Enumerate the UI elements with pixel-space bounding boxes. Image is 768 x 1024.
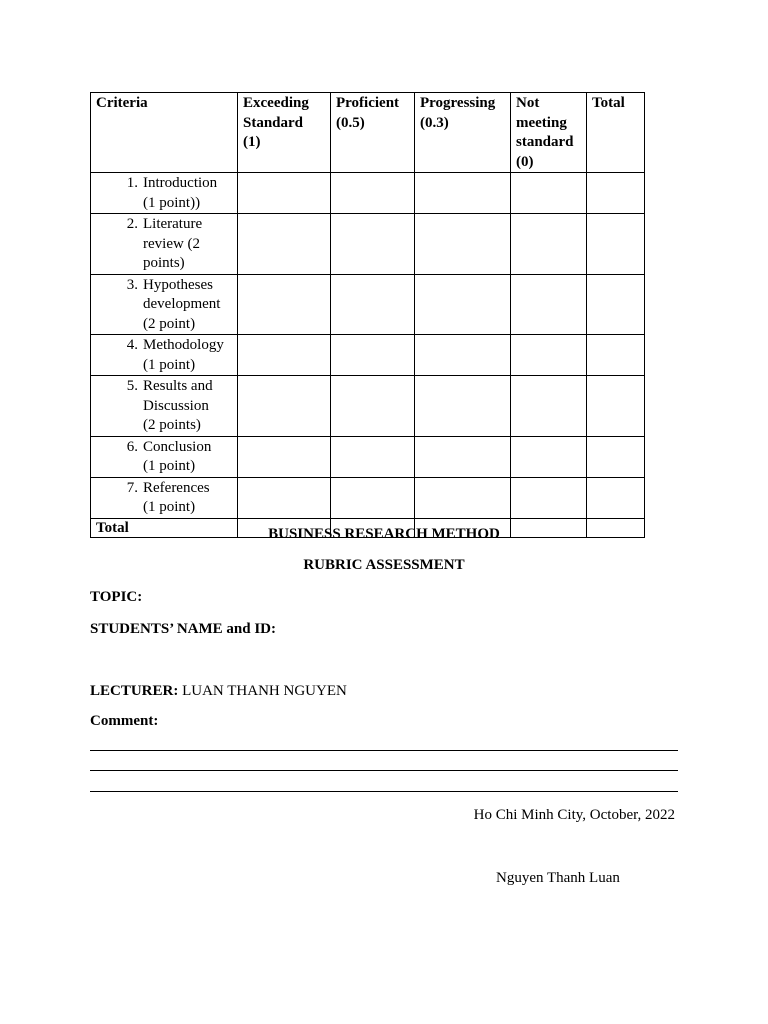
score-cell[interactable] (587, 376, 645, 437)
header-criteria: Criteria (91, 93, 238, 173)
place-date: Ho Chi Minh City, October, 2022 (473, 807, 675, 823)
table-row (91, 173, 645, 214)
score-cell[interactable] (511, 214, 587, 275)
criteria-cell: 1. Introduction (1 point)) (91, 173, 238, 214)
score-cell[interactable] (238, 335, 331, 376)
comment-line[interactable] (90, 770, 678, 771)
score-cell[interactable] (511, 376, 587, 437)
topic-label: TOPIC: (90, 589, 143, 605)
table-row (91, 436, 645, 477)
score-cell[interactable] (587, 335, 645, 376)
score-cell[interactable] (415, 477, 511, 518)
table-row (91, 335, 645, 376)
criteria-cell: 2. Literature review (2 points) (91, 214, 238, 275)
comment-label: Comment: (90, 713, 159, 729)
signature-name: Nguyen Thanh Luan (496, 870, 620, 886)
score-cell[interactable] (415, 436, 511, 477)
score-cell[interactable] (415, 173, 511, 214)
header-not-meeting: Not meeting standard (0) (511, 93, 587, 173)
students-label: STUDENTS’ NAME and ID: (90, 621, 277, 637)
score-cell[interactable] (331, 214, 415, 275)
criteria-cell: 6. Conclusion (1 point) (91, 436, 238, 477)
criteria-cell: 5. Results and Discussion (2 points) (91, 376, 238, 437)
header-proficient: Proficient (0.5) (331, 93, 415, 173)
score-cell[interactable] (511, 274, 587, 335)
header-progressing: Progressing (0.3) (415, 93, 511, 173)
score-cell[interactable] (415, 376, 511, 437)
header-exceeding: Exceeding Standard (1) (238, 93, 331, 173)
score-cell[interactable] (511, 335, 587, 376)
document-title: BUSINESS RESEARCH METHOD (268, 526, 500, 542)
lecturer-line (90, 683, 347, 700)
header-row (91, 93, 645, 173)
document-subtitle: RUBRIC ASSESSMENT (303, 557, 465, 573)
total-label: Total (91, 518, 238, 537)
rubric-table (90, 92, 645, 538)
table-row (91, 214, 645, 275)
score-cell[interactable] (511, 436, 587, 477)
criteria-cell: 7. References (1 point) (91, 477, 238, 518)
score-cell[interactable] (238, 436, 331, 477)
score-cell[interactable] (331, 376, 415, 437)
table-row (91, 477, 645, 518)
criteria-cell: 3. Hypotheses development (2 point) (91, 274, 238, 335)
header-total: Total (587, 93, 645, 173)
score-cell[interactable] (587, 477, 645, 518)
score-cell[interactable] (587, 436, 645, 477)
score-cell[interactable] (331, 436, 415, 477)
score-cell[interactable] (511, 173, 587, 214)
score-cell[interactable] (587, 173, 645, 214)
score-cell[interactable] (238, 477, 331, 518)
score-cell[interactable] (331, 477, 415, 518)
score-cell[interactable] (331, 335, 415, 376)
score-cell[interactable] (238, 376, 331, 437)
lecturer-name: LUAN THANH NGUYEN (182, 683, 347, 699)
table-row (91, 376, 645, 437)
score-cell[interactable] (415, 335, 511, 376)
score-cell[interactable] (415, 274, 511, 335)
score-cell[interactable] (587, 274, 645, 335)
score-cell[interactable] (331, 173, 415, 214)
lecturer-label: LECTURER: (90, 683, 179, 699)
table-row (91, 274, 645, 335)
comment-line[interactable] (90, 791, 678, 792)
comment-line[interactable] (90, 750, 678, 751)
score-cell[interactable] (511, 477, 587, 518)
score-cell[interactable] (238, 274, 331, 335)
score-cell[interactable] (238, 214, 331, 275)
score-cell[interactable] (331, 274, 415, 335)
score-cell[interactable] (238, 173, 331, 214)
score-cell[interactable] (587, 214, 645, 275)
criteria-cell: 4. Methodology (1 point) (91, 335, 238, 376)
score-cell[interactable] (415, 214, 511, 275)
